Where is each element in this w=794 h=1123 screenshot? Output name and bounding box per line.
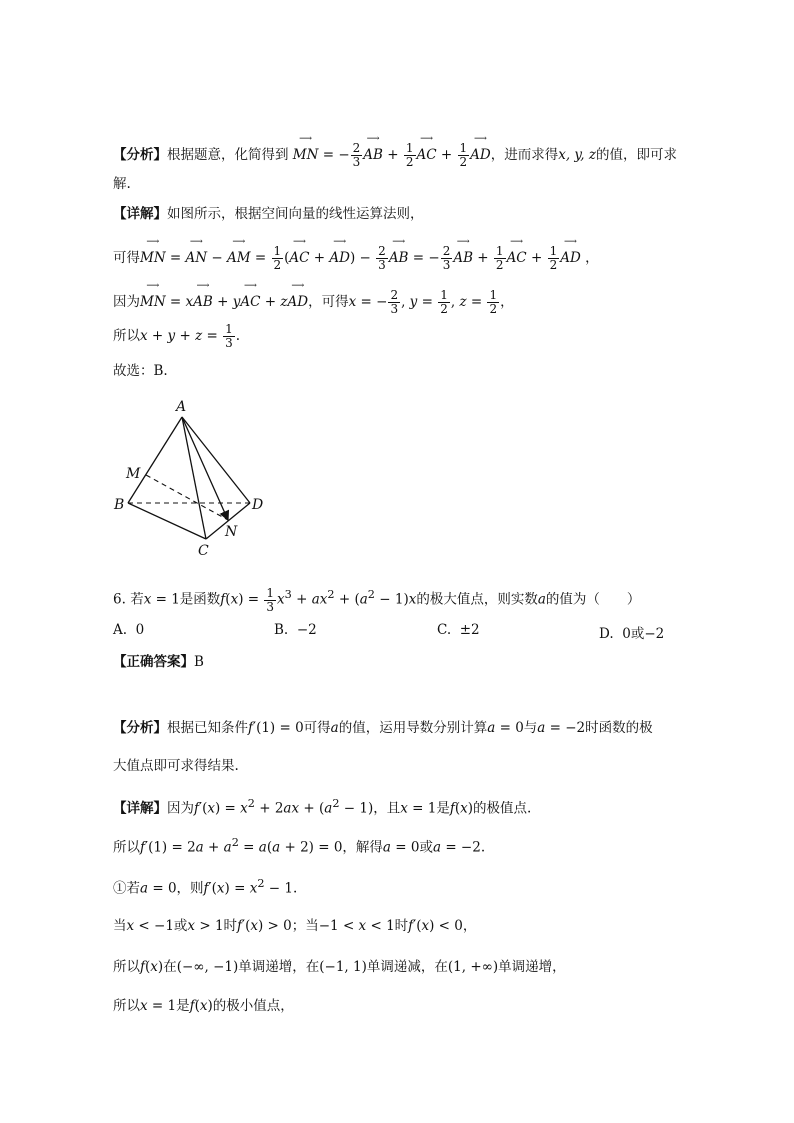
vec-AC: ⟶ AC — [240, 284, 260, 312]
detail2-l6-a: 所以 — [113, 998, 140, 1014]
detail2-l3-b: ，则 — [176, 880, 204, 897]
detail2-l2-d: . — [480, 839, 486, 856]
frac-1-2: $\frac{1}{2}$ — [405, 141, 414, 169]
frac-1-3: $\frac{1}{3}$ — [225, 322, 233, 350]
tetrahedron-figure — [110, 395, 280, 565]
vec-AB: ⟶ AB — [363, 137, 383, 165]
detail2-l6-b: 是 — [176, 998, 190, 1014]
question6-line: 6. 若x = 1是函数f(x) = $\frac{1}{3}$ $x^3 + ax^2 + (a^2 - 1)x$的极大值点，则实数a的值为（ ） — [113, 585, 641, 614]
vec-AD: ⟶ AD — [560, 240, 581, 268]
segment-MN-dashed — [146, 475, 228, 520]
label-M: M — [126, 466, 141, 482]
vec-AB: ⟶ AB — [193, 284, 213, 312]
detail1-line4-prefix: 所以 — [113, 328, 140, 344]
option-d-letter: D. — [599, 626, 614, 642]
question6-text-d: 的值为（ ） — [545, 591, 641, 608]
option-c[interactable] — [437, 622, 480, 638]
option-a-value: 0 — [135, 622, 145, 638]
question6-number: 6. — [113, 591, 126, 608]
analysis2-tag: 【分析】 — [113, 720, 167, 736]
answer-line — [113, 652, 204, 672]
edge-AC — [182, 417, 206, 539]
frac-1-2: $\frac{1}{2}$ — [495, 244, 504, 272]
analysis2-text-e: 时函数的极 — [585, 720, 653, 736]
analysis1-tag: 【分析】 — [113, 147, 167, 163]
vec-AD: ⟶ AD — [329, 240, 350, 268]
analysis2-cont: 大值点即可求得结果. — [113, 758, 239, 774]
detail2-l2-c: 或 — [419, 839, 433, 856]
detail2-l1-c: 是 — [436, 800, 450, 817]
detail1-line2: 可得⟶ MN = ⟶ AN − ⟶ AM = $\frac{1}{2}$ (⟶ AC + ⟶ AD) − $\frac{2}{3}$ ⟶ AB = − $\frac{2}{3}$ ⟶ AB + $\frac{1}{2}$ ⟶ AC + $\frac{1}{2}$ ⟶ AD ， — [113, 240, 599, 272]
detail2-l4-c: 时 — [223, 918, 238, 934]
option-a[interactable] — [113, 622, 144, 638]
detail2-line3: ①若a = 0，则$f'(x) = x^2 - 1$. — [113, 877, 298, 897]
detail2-l5-d: 单调递减，在 — [366, 959, 448, 975]
frac-1-2: $\frac{1}{2}$ — [440, 288, 448, 316]
edge-BC — [128, 503, 206, 539]
vec-AB: ⟶ AB — [453, 240, 473, 268]
detail1-line4: 所以x + y + z = $\frac{1}{3}$ . — [113, 322, 241, 350]
frac-1-2: $\frac{1}{2}$ — [489, 288, 498, 316]
edge-AD — [182, 417, 250, 503]
detail2-l4-a: 当 — [113, 918, 127, 934]
answer-tag: 【正确答案】 — [113, 654, 194, 670]
detail1-text: 如图所示，根据空间向量的线性运算法则， — [167, 206, 424, 222]
analysis2-text-a: 根据已知条件 — [167, 720, 248, 736]
analysis2-line: 【分析】根据已知条件f′(1) = 0可得a的值，运用导数分别计算a = 0与a = −2时函数的极 — [113, 720, 653, 736]
detail2-l5-a: 所以 — [113, 959, 140, 975]
analysis1-cont: 解. — [113, 176, 131, 192]
label-D: D — [252, 497, 264, 513]
vec-AN: ⟶ AN — [186, 240, 208, 268]
frac-2-3: $\frac{2}{3}$ — [390, 288, 399, 316]
frac-1-2: $\frac{1}{2}$ — [273, 244, 282, 272]
option-b-letter: B. — [274, 622, 289, 638]
option-d[interactable] — [599, 622, 664, 642]
question6-text-a: 若 — [130, 591, 144, 608]
question6-text-c: 的极大值点，则实数 — [416, 591, 538, 608]
detail2-line4: 当x < −1或x > 1时f′(x) > 0；当−1 < x < 1时f′(x) < 0， — [113, 918, 477, 934]
detail2-line2: 所以$f'(1) = 2a + a^2 = a(a + 2) = 0$，解得a = 0或a = −2. — [113, 836, 486, 856]
detail2-l6-c: 的极小值点， — [212, 998, 294, 1014]
detail2-l1-d: 的极值点. — [473, 800, 532, 817]
analysis1-line: 【分析】根据题意，化简得到 ⟶ MN = − $\frac{2}{3}$ ⟶ AB + $\frac{1}{2}$ ⟶ AC + $\frac{1}{2}$ ⟶ AD，进而求得x, y, z的值，即可求 — [113, 137, 677, 169]
detail1-line2-prefix: 可得 — [113, 250, 140, 266]
question6-text-b: 是函数 — [179, 591, 221, 608]
detail1-line3-mid: ，可得 — [308, 294, 349, 310]
detail1-line3-prefix: 因为 — [113, 294, 140, 310]
frac-2-3: $\frac{2}{3}$ — [352, 141, 361, 169]
detail2-l5-b: 在 — [163, 959, 177, 975]
label-N: N — [225, 524, 238, 540]
detail1-tag: 【详解】 — [113, 206, 167, 222]
detail2-tag: 【详解】 — [113, 800, 167, 817]
analysis2-text-d: 与 — [523, 720, 538, 736]
segment-AN — [182, 417, 228, 520]
label-B: B — [114, 497, 125, 513]
detail2-l4-b: 或 — [173, 918, 188, 934]
frac-2-3: $\frac{2}{3}$ — [442, 244, 451, 272]
label-A: A — [176, 399, 187, 415]
vec-AD: ⟶ AD — [288, 284, 309, 312]
detail2-l5-e: 单调递增， — [498, 959, 566, 975]
detail1-line3: 因为⟶ MN = x⟶ AB + y⟶ AC + z⟶ AD，可得x = − $\frac{2}{3}$ , y = $\frac{1}{2}$ , z = $\frac{1}{2}$ ， — [113, 284, 514, 316]
detail2-l3-a: ①若 — [113, 880, 140, 897]
vec-AC: ⟶ AC — [507, 240, 527, 268]
vec-AB: ⟶ AB — [389, 240, 409, 268]
detail1-line1 — [113, 204, 424, 224]
xyz: x, y, z — [558, 147, 596, 163]
analysis1-text-b: ，进而求得 — [490, 147, 559, 163]
detail2-l2-a: 所以 — [113, 839, 140, 856]
detail2-line1: 【详解】因为$f'(x) = x^2 + 2ax + (a^2 - 1)$，且x = 1是f(x)的极值点. — [113, 797, 532, 817]
detail2-l1-b: ，且 — [373, 800, 401, 817]
detail2-l2-b: ，解得 — [342, 839, 383, 856]
analysis2-text-b: 可得 — [303, 720, 331, 736]
vec-AM: ⟶ AM — [227, 240, 251, 268]
frac-1-2: $\frac{1}{2}$ — [549, 244, 558, 272]
vec-AC: ⟶ AC — [289, 240, 309, 268]
option-b[interactable] — [274, 622, 317, 638]
frac-1-2: $\frac{1}{2}$ — [459, 141, 468, 169]
detail2-l1-a: 因为 — [167, 800, 194, 817]
option-d-value: 0或−2 — [622, 626, 665, 642]
frac-1-3: $\frac{1}{3}$ — [266, 585, 275, 614]
vec-MN: ⟶ MN — [140, 240, 166, 268]
option-c-value: ±2 — [459, 622, 480, 638]
frac-2-3: $\frac{2}{3}$ — [378, 244, 386, 272]
vec-AC: ⟶ AC — [417, 137, 437, 165]
detail2-l4-d: ；当 — [291, 918, 319, 934]
detail2-line5: 所以f(x)在(−∞, −1)单调递增，在(−1, 1)单调递减，在(1, +∞)单调递增， — [113, 959, 566, 975]
analysis2-text-c: 的值，运用导数分别计算 — [338, 720, 488, 736]
detail1-choice: 故选：B. — [113, 363, 168, 379]
option-a-letter: A. — [113, 622, 128, 638]
vec-MN: ⟶ MN — [293, 137, 319, 165]
detail2-line6: 所以x = 1是f(x)的极小值点， — [113, 998, 294, 1014]
vec-MN: ⟶ MN — [140, 284, 166, 312]
option-c-letter: C. — [437, 622, 452, 638]
vec-AD: ⟶ AD — [470, 137, 491, 165]
option-b-value: −2 — [296, 622, 317, 638]
analysis1-text-c: 的值，即可求 — [595, 147, 677, 163]
detail2-l5-c: 单调递增，在 — [238, 959, 320, 975]
detail2-l4-e: 时 — [394, 918, 409, 934]
label-C: C — [198, 543, 209, 559]
answer-value: B — [194, 654, 204, 670]
analysis1-text-a: 根据题意，化简得到 — [167, 147, 289, 163]
